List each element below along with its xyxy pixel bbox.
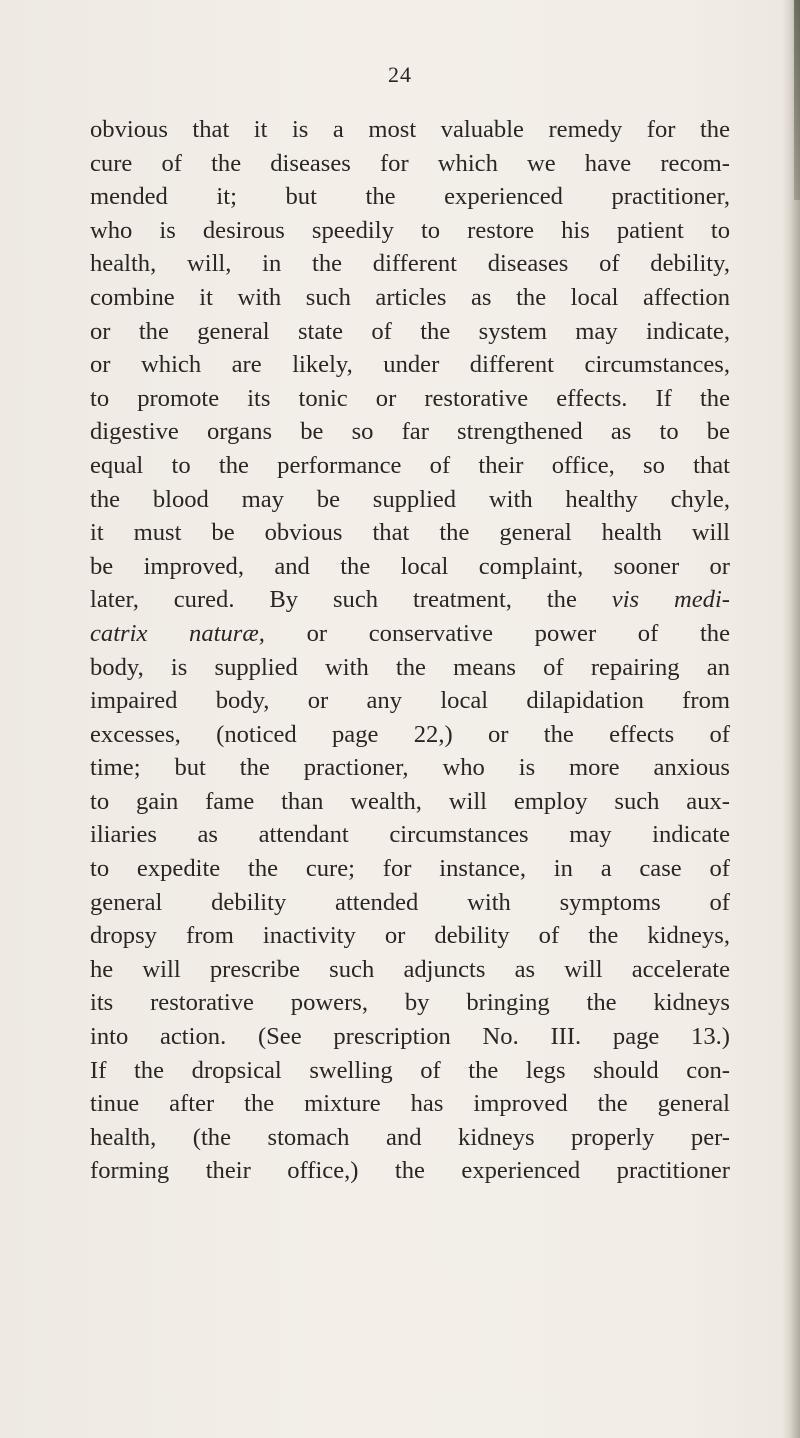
text-line: iliaries as attendant circumstances may indicate: [90, 821, 730, 849]
text-line: health, will, in the different diseases of debility,: [90, 250, 730, 278]
text-line: time; but the practioner, who is more anxious: [90, 754, 730, 782]
page-number: 24: [388, 62, 412, 87]
italic-phrase: naturæ,: [189, 619, 265, 647]
text-line: dropsy from inactivity or debility of the kidneys,: [90, 922, 730, 950]
text-line: obvious that it is a most valuable remedy for the: [90, 116, 730, 143]
text-line: equal to the performance of their office, so that: [90, 451, 730, 479]
italic-phrase: vis medi-: [611, 586, 730, 614]
text-line: be improved, and the local complaint, sooner or: [90, 552, 730, 580]
page-spine-shadow: [782, 0, 800, 1438]
text-line: digestive organs be so far strengthened as to be: [90, 418, 730, 446]
text-line: mended it; but the experienced practitioner,: [90, 183, 730, 211]
text-line: body, is supplied with the means of repairing an: [90, 653, 730, 681]
text-line: its restorative powers, by bringing the kidneys: [90, 989, 730, 1017]
text-segment: or conservative power of the: [306, 619, 730, 647]
text-line: or which are likely, under different circumstances,: [90, 351, 730, 379]
text-line: health, (the stomach and kidneys properly per-: [90, 1123, 730, 1151]
text-line: excesses, (noticed page 22,) or the effects of: [90, 720, 730, 748]
text-line: who is desirous speedily to restore his patient to: [90, 216, 730, 244]
text-line: forming their office,) the experienced practitioner: [90, 1157, 730, 1185]
text-line: cure of the diseases for which we have recom-: [90, 149, 730, 177]
text-line: combine it with such articles as the local affection: [90, 283, 730, 311]
text-line: to expedite the cure; for instance, in a case of: [90, 855, 730, 883]
text-line-with-italic: [90, 583, 730, 617]
text-line: general debility attended with symptoms of: [90, 888, 730, 916]
text-line: into action. (See prescription No. III. page 13.): [90, 1023, 730, 1051]
text-line: or the general state of the system may indicate,: [90, 317, 730, 345]
text-line: it must be obvious that the general health will: [90, 519, 730, 547]
text-line: tinue after the mixture has improved the general: [90, 1090, 730, 1118]
body-text: [90, 113, 730, 1188]
text-segment: later, cured. By such treatment, the: [90, 586, 577, 614]
text-line-with-italic: [90, 617, 730, 651]
text-line: he will prescribe such adjuncts as will accelerate: [90, 955, 730, 983]
page-spine-edge: [794, 0, 800, 200]
text-line: If the dropsical swelling of the legs should con-: [90, 1056, 730, 1084]
text-line: the blood may be supplied with healthy chyle,: [90, 485, 730, 513]
text-line: to promote its tonic or restorative effects. If the: [90, 384, 730, 412]
italic-phrase: catrix: [90, 619, 148, 647]
text-line: impaired body, or any local dilapidation from: [90, 687, 730, 715]
text-line: to gain fame than wealth, will employ such aux-: [90, 787, 730, 815]
